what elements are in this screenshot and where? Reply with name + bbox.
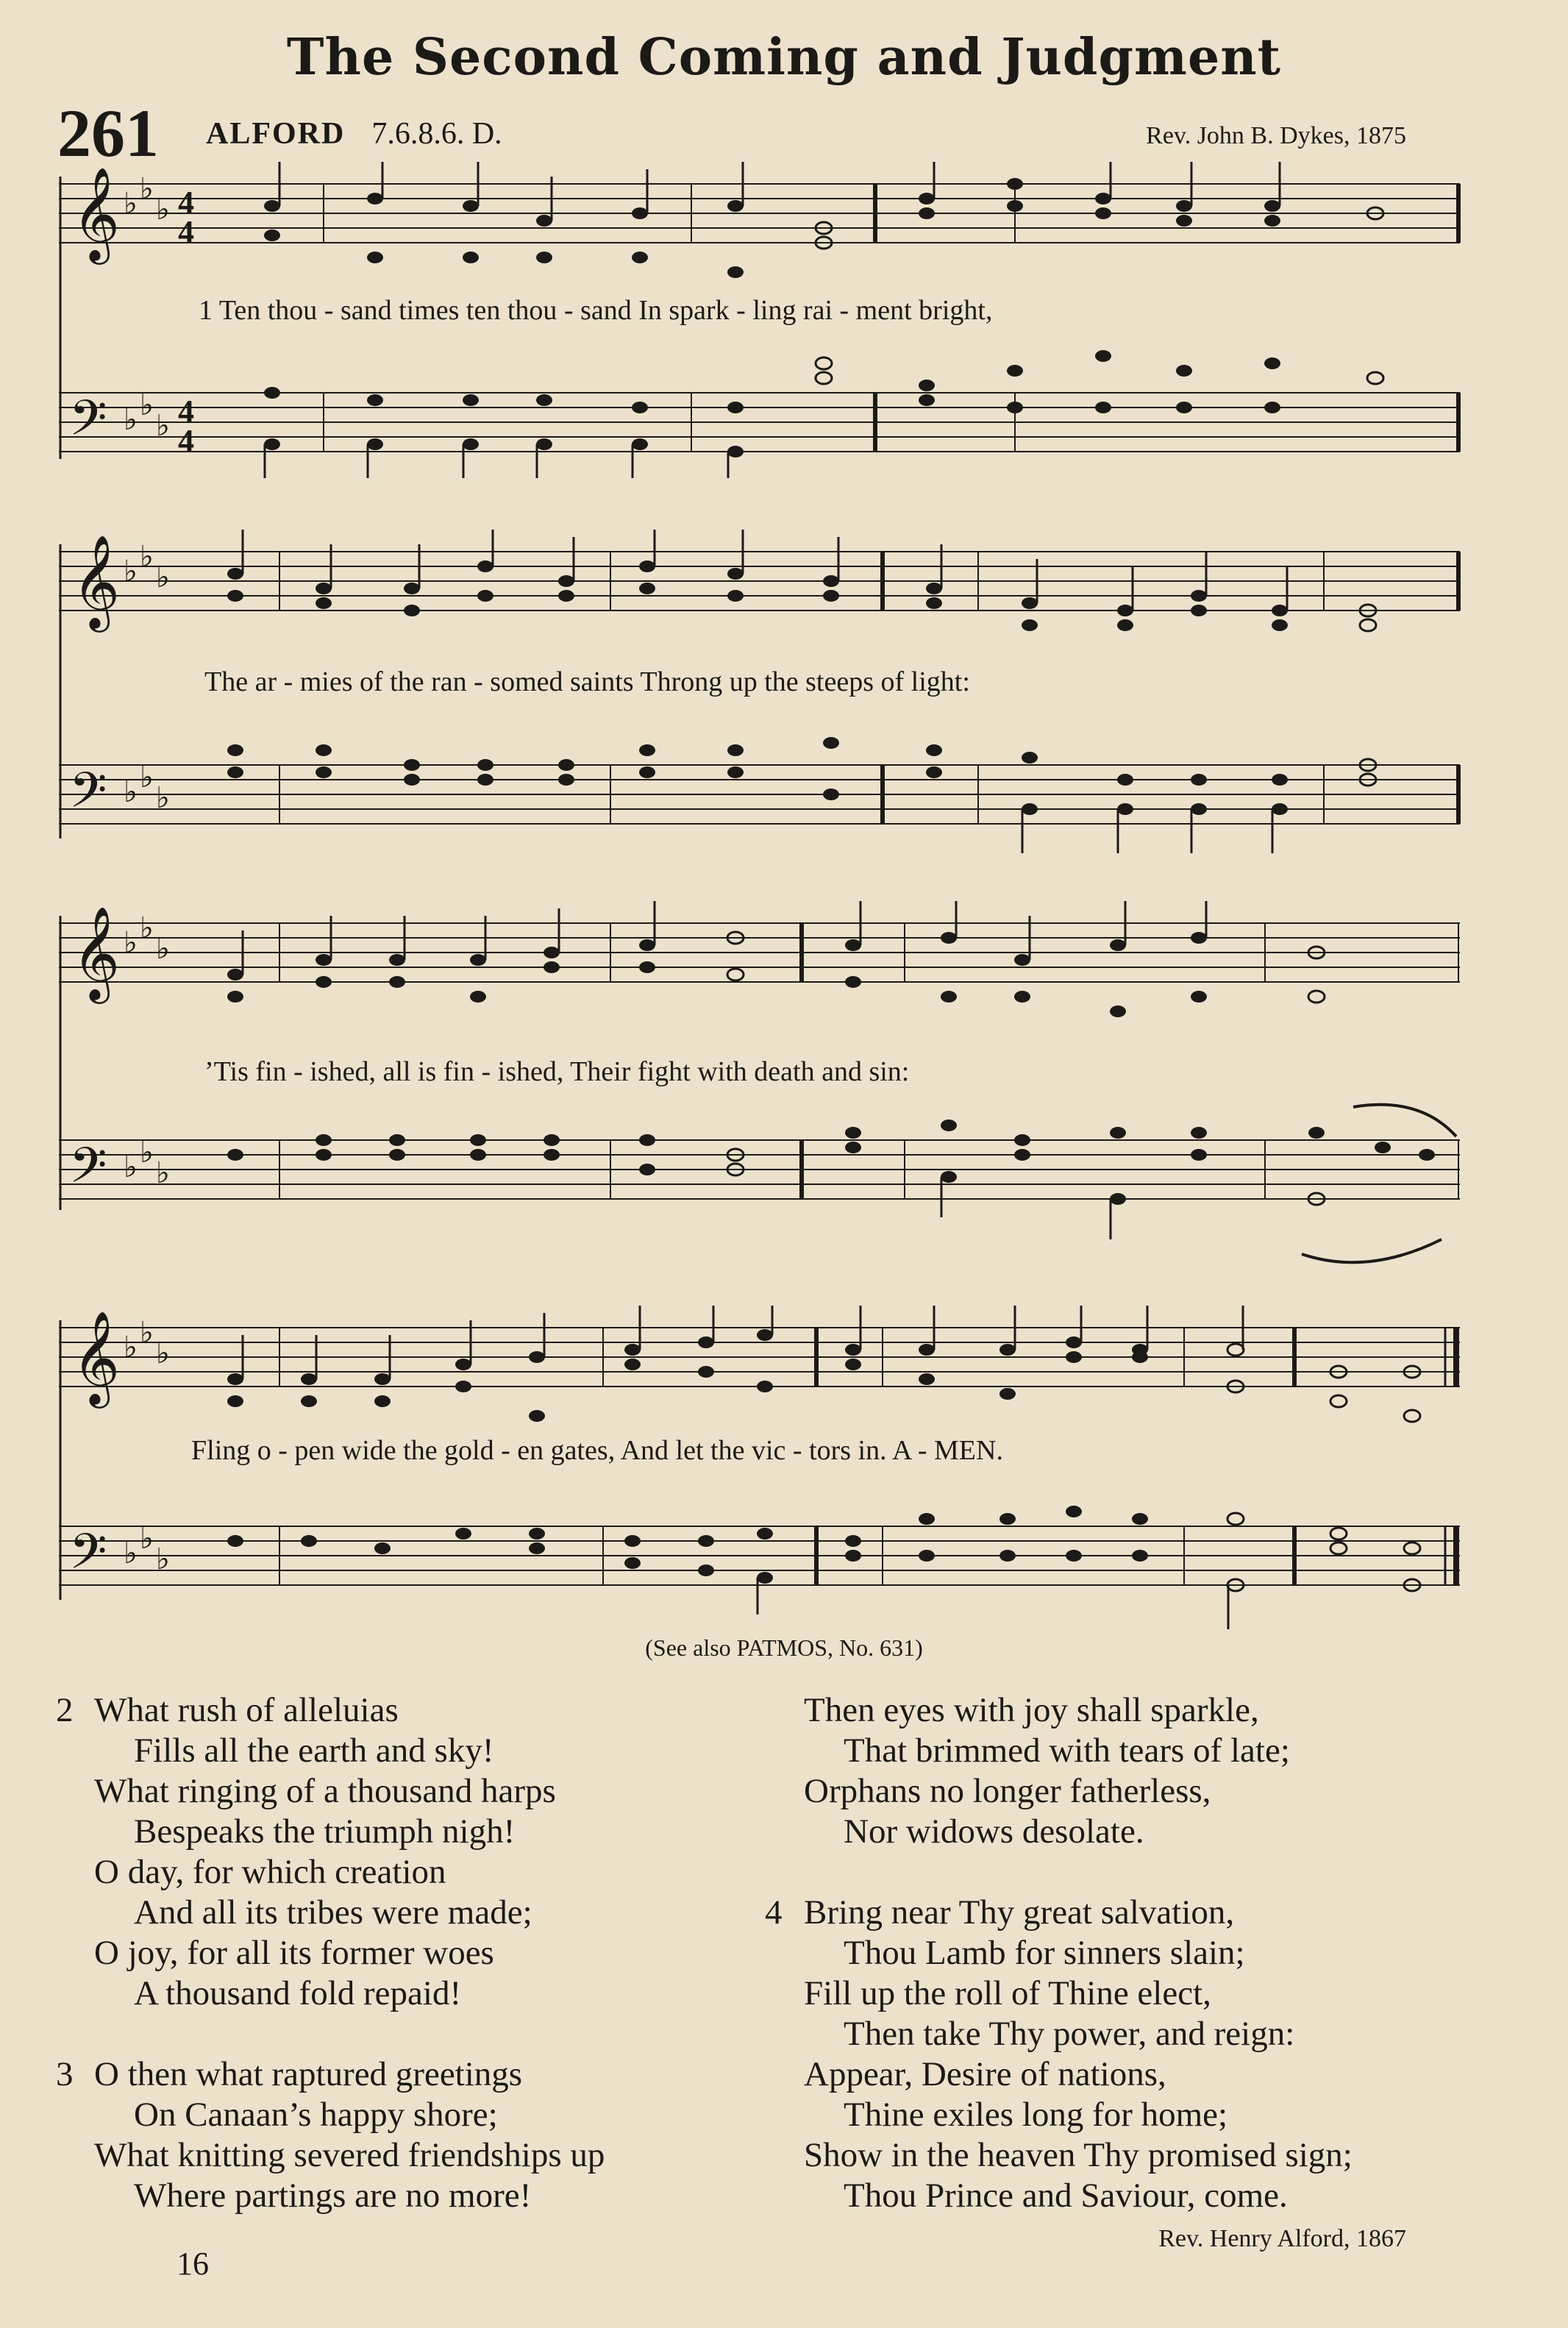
svg-text:♭: ♭ [124, 1331, 138, 1364]
svg-text:♭: ♭ [140, 1136, 154, 1170]
see-also-note: (See also PATMOS, No. 631) [645, 1634, 923, 1661]
svg-text:4: 4 [178, 214, 194, 250]
verse-line: What rush of alleluias [94, 1691, 399, 1729]
lyric-line-2: The ar - mies of the ran - somed saints Throng up the steeps of light: [204, 666, 970, 697]
verse-number: 2 [56, 1691, 74, 1729]
verse-3-continued [804, 1690, 1290, 1852]
svg-text:♭: ♭ [156, 1336, 170, 1370]
svg-text:𝄢: 𝄢 [69, 1523, 107, 1592]
svg-text:𝄢: 𝄢 [69, 390, 107, 458]
music-system-2 [59, 530, 1464, 861]
svg-text:𝄞: 𝄞 [72, 166, 121, 260]
verse-line: And all its tribes were made; [134, 1893, 532, 1932]
svg-text:♭: ♭ [140, 172, 154, 206]
svg-text:♭: ♭ [156, 560, 170, 594]
svg-text:♭: ♭ [156, 1542, 170, 1576]
verse-line: Thou Lamb for sinners slain; [844, 1934, 1245, 1972]
verse-2 [94, 1690, 556, 2014]
verse-line: Fill up the roll of Thine elect, [804, 1974, 1211, 2012]
svg-text:𝄢: 𝄢 [69, 1137, 107, 1206]
verse-3 [94, 2054, 605, 2216]
meter: 7.6.8.6. D. [371, 117, 502, 151]
verse-line: Orphans no longer fatherless, [804, 1772, 1211, 1810]
svg-text:♭: ♭ [140, 911, 154, 945]
verse-line: Thou Prince and Saviour, come. [844, 2176, 1288, 2215]
verse-line: That brimmed with tears of late; [844, 1731, 1290, 1770]
svg-text:𝄞: 𝄞 [72, 534, 121, 628]
lyric-line-1: 1 Ten thou - sand times ten thou - sand In spark - ling rai - ment bright, [199, 295, 993, 326]
hymn-number: 261 [57, 96, 159, 171]
lyric-line-3: ’Tis fin - ished, all is fin - ished, Their fight with death and sin: [204, 1056, 910, 1087]
tune-name: ALFORD [206, 117, 346, 151]
svg-text:♭: ♭ [140, 388, 154, 422]
verse-line: What ringing of a thousand harps [94, 1772, 556, 1810]
svg-text:♭: ♭ [140, 1316, 154, 1350]
verse-line: What knitting severed friendships up [94, 2136, 605, 2174]
svg-text:♭: ♭ [140, 1522, 154, 1556]
verse-line: Fills all the earth and sky! [134, 1731, 494, 1770]
svg-text:♭: ♭ [124, 187, 138, 221]
staff-pair-4 [59, 1306, 1464, 1629]
svg-text:4: 4 [178, 394, 194, 430]
svg-text:♭: ♭ [156, 409, 170, 443]
music-system-3 [59, 901, 1464, 1269]
page-title: The Second Coming and Judgment [286, 28, 1282, 87]
verse-line: A thousand fold repaid! [134, 1974, 462, 2012]
verse-line: Thine exiles long for home; [844, 2096, 1228, 2134]
tune-line [206, 116, 502, 152]
svg-text:♭: ♭ [124, 403, 138, 437]
svg-text:♭: ♭ [140, 540, 154, 574]
verse-line: Then eyes with joy shall sparkle, [804, 1691, 1259, 1729]
verse-number: 3 [56, 2055, 74, 2093]
svg-text:♭: ♭ [156, 932, 170, 966]
verse-line: O joy, for all its former woes [94, 1934, 494, 1972]
svg-text:4: 4 [178, 423, 194, 459]
verse-line: On Canaan’s happy shore; [134, 2096, 498, 2134]
verse-number: 4 [765, 1893, 783, 1932]
page-number: 16 [177, 2246, 209, 2282]
music-system-1 [59, 162, 1464, 478]
composer-credit: Rev. John B. Dykes, 1875 [1146, 122, 1406, 149]
author-credit: Rev. Henry Alford, 1867 [1158, 2225, 1406, 2252]
svg-text:𝄞: 𝄞 [72, 1310, 121, 1404]
verse-line: O then what raptured greetings [94, 2055, 523, 2093]
verse-line: Show in the heaven Thy promised sign; [804, 2136, 1353, 2174]
svg-text:♭: ♭ [124, 1537, 138, 1570]
svg-text:♭: ♭ [140, 761, 154, 794]
verse-line: Then take Thy power, and reign: [844, 2015, 1295, 2053]
svg-text:♭: ♭ [156, 193, 170, 227]
svg-text:♭: ♭ [124, 555, 138, 588]
verse-line: Bespeaks the triumph nigh! [134, 1812, 516, 1851]
svg-text:𝄞: 𝄞 [72, 905, 121, 1000]
verse-line: Bring near Thy great salvation, [804, 1893, 1235, 1932]
lyric-line-4: Fling o - pen wide the gold - en gates, And let the vic - tors in. A - MEN. [191, 1435, 1003, 1466]
svg-text:𝄢: 𝄢 [69, 762, 107, 830]
svg-text:♭: ♭ [156, 1156, 170, 1190]
svg-text:♭: ♭ [156, 781, 170, 815]
verse-line: Where partings are no more! [134, 2176, 532, 2215]
verse-line: Nor widows desolate. [844, 1812, 1144, 1851]
svg-text:♭: ♭ [124, 775, 138, 809]
music-system-4 [59, 1306, 1464, 1629]
svg-text:4: 4 [178, 185, 194, 221]
svg-text:♭: ♭ [124, 1150, 138, 1184]
verse-4 [804, 1893, 1353, 2216]
verse-line: Appear, Desire of nations, [804, 2055, 1166, 2093]
svg-text:♭: ♭ [124, 926, 138, 960]
verse-line: O day, for which creation [94, 1853, 446, 1891]
